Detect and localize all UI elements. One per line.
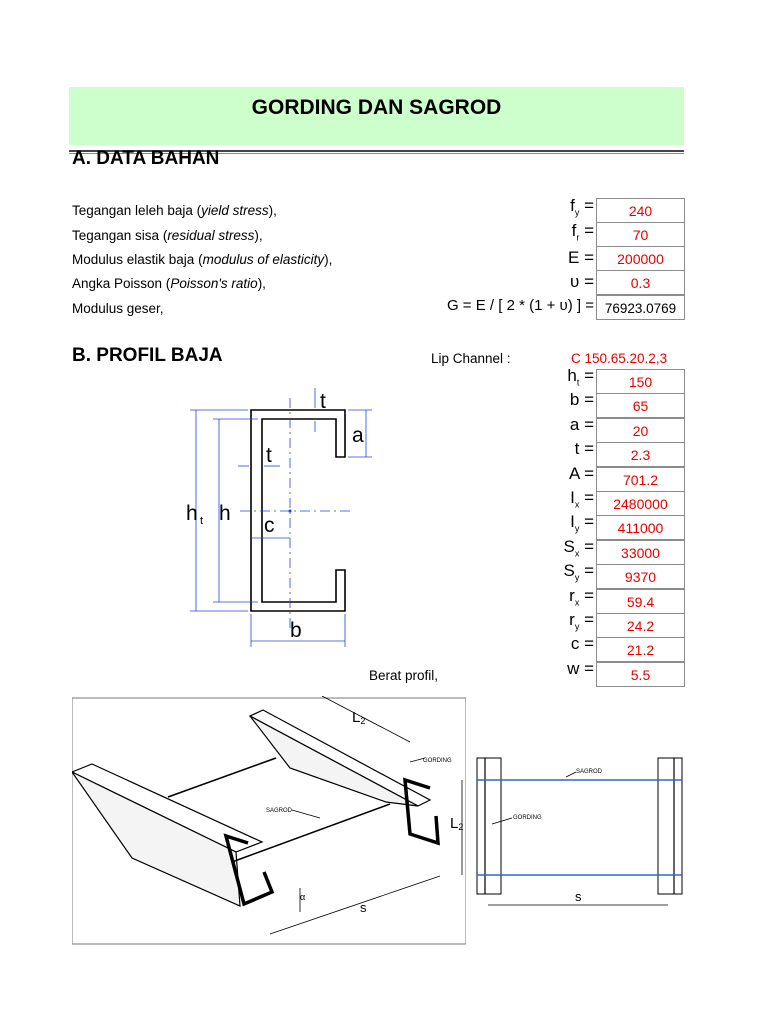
prop-symbol: $h_t$ = [567, 366, 594, 388]
row-shear-modulus: Modulus geser, [72, 301, 164, 316]
row-poisson [72, 276, 266, 291]
row-text: ), [257, 276, 266, 291]
row-italic: residual stress [167, 228, 255, 243]
row-residual-stress [72, 228, 263, 243]
sym-fr: $f_r$ = [571, 221, 594, 243]
row-text: Tegangan leleh baja ( [72, 203, 202, 218]
prop-value[interactable]: 59.4 [596, 589, 685, 614]
row-text: Tegangan sisa ( [72, 228, 168, 243]
prop-value[interactable]: 21.2 [596, 637, 685, 662]
label-b: b [290, 619, 302, 642]
prop-value[interactable]: 701.2 [596, 467, 685, 492]
row-modulus-elastic [72, 252, 332, 267]
prop-value[interactable]: 2480000 [596, 491, 685, 516]
sym-e: E = [568, 248, 594, 267]
label-ht-sub: t [200, 515, 204, 527]
prop-value[interactable]: 24.2 [596, 613, 685, 638]
plan-label-l2: L2 [450, 815, 464, 832]
value-e[interactable]: 200000 [596, 246, 685, 271]
value-fy[interactable]: 240 [596, 198, 685, 223]
prop-symbol: $I_x$ = [570, 488, 594, 510]
sym-upsilon: υ = [570, 272, 594, 291]
row-text: ), [324, 252, 333, 267]
prop-symbol: a = [569, 415, 594, 434]
iso-label-s: s [360, 900, 367, 915]
label-c: c [264, 514, 275, 537]
weight-label: Berat profil, [369, 668, 439, 683]
label-t-web: t [266, 444, 272, 467]
prop-symbol: A = [568, 464, 594, 483]
prop-symbol: $r_y$ = [569, 610, 594, 632]
iso-label-alpha: α [300, 892, 306, 902]
value-shear-modulus: 76923.0769 [596, 295, 685, 320]
prop-symbol: c = [570, 634, 594, 653]
iso-label-sagrod: SAGROD [266, 808, 293, 814]
plan-gording-left [477, 758, 501, 894]
prop-value[interactable]: 33000 [596, 540, 685, 565]
label-a: a [352, 424, 364, 447]
shear-formula: G = E / [ 2 * (1 + υ) ] = [446, 297, 594, 314]
iso-label-gording: GORDING [423, 758, 452, 764]
row-text: Modulus elastik baja ( [72, 252, 203, 267]
row-text: Angka Poisson ( [72, 276, 171, 291]
plan-label-gording: GORDING [513, 815, 542, 821]
row-italic: Poisson's ratio [170, 276, 258, 291]
isometric-diagram [72, 696, 466, 946]
value-poisson[interactable]: 0.3 [596, 270, 685, 295]
label-t-top: t [320, 390, 326, 413]
page-title: GORDING DAN SAGROD [251, 96, 502, 119]
prop-symbol: t = [574, 439, 594, 458]
sym-fy: $f_y$ = [570, 196, 594, 218]
prop-symbol: b = [569, 390, 594, 409]
prop-symbol: $r_x$ = [569, 586, 594, 608]
label-ht: h [186, 502, 198, 525]
prop-symbol: $S_x$ = [563, 537, 594, 559]
plan-label-sagrod: SAGROD [576, 769, 603, 775]
prop-value[interactable]: 5.5 [596, 662, 685, 687]
section-a-heading: A. DATA BAHAN [72, 148, 220, 169]
c-profile-diagram [180, 385, 380, 647]
plan-leader-sagrod [566, 772, 576, 777]
row-text: ), [268, 203, 277, 218]
lip-channel-value[interactable]: C 150.65.20.2,3 [571, 351, 668, 366]
section-b-heading: B. PROFIL BAJA [72, 345, 223, 366]
value-fr[interactable]: 70 [596, 222, 685, 247]
plan-gording-right [658, 758, 682, 894]
c-profile-outline [251, 410, 345, 611]
prop-value[interactable]: 9370 [596, 564, 685, 589]
plan-diagram [450, 740, 700, 920]
prop-symbol: $S_y$ = [563, 561, 594, 583]
prop-value[interactable]: 65 [596, 393, 685, 418]
row-yield-stress [72, 203, 277, 218]
prop-value[interactable]: 150 [596, 369, 685, 394]
row-text: ), [254, 228, 263, 243]
centroid-point [289, 510, 292, 513]
label-h: h [219, 502, 231, 525]
lip-channel-label: Lip Channel : [431, 351, 511, 366]
row-italic: modulus of elasticity [202, 252, 325, 267]
prop-value[interactable]: 2.3 [596, 442, 685, 467]
iso-label-l2: L2 [352, 709, 366, 726]
prop-symbol: $I_y$ = [570, 512, 594, 534]
row-italic: yield stress [201, 203, 269, 218]
prop-value[interactable]: 20 [596, 418, 685, 443]
plan-label-s: s [575, 889, 582, 904]
prop-symbol: w = [567, 659, 594, 678]
prop-value[interactable]: 411000 [596, 515, 685, 540]
